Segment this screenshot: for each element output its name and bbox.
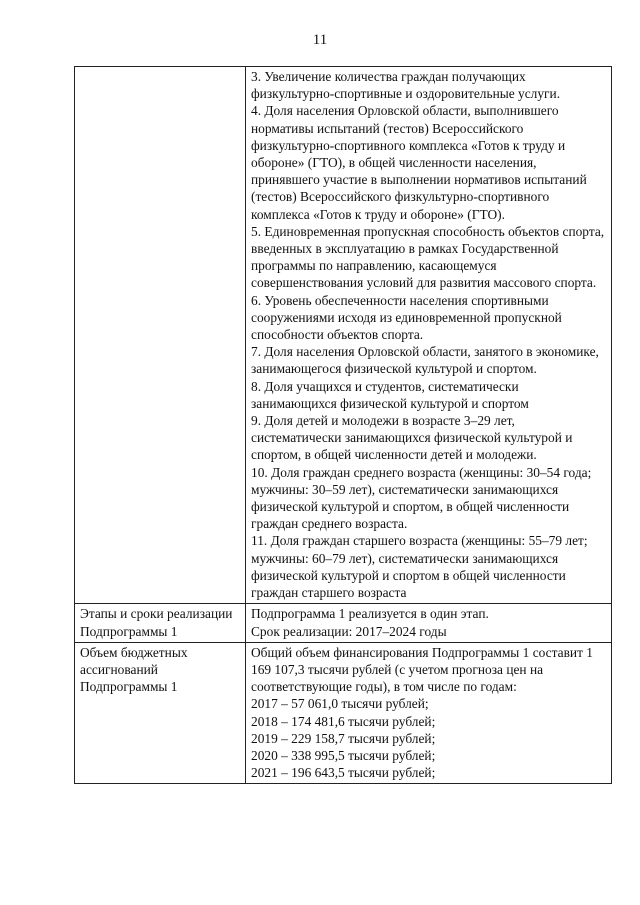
row-label: Этапы и сроки реализации Подпрограммы 1 bbox=[75, 604, 246, 642]
indicator-item: 8. Доля учащихся и студентов, систематически занимающихся физической культурой и спортом bbox=[251, 378, 529, 411]
budget-year-line: 2019 – 229 158,7 тысячи рублей; bbox=[251, 730, 436, 746]
budget-total-text: Общий объем финансирования Подпрограммы 1 составит 1 169 107,3 тысячи рублей (с учетом прогноза цен на соответствующие годы), в том числе по годам: bbox=[251, 644, 593, 695]
table-row-stages bbox=[75, 604, 612, 642]
budget-year-line: 2018 – 174 481,6 тысячи рублей; bbox=[251, 713, 436, 729]
page-number: 11 bbox=[312, 32, 328, 48]
indicator-item: 9. Доля детей и молодежи в возрасте 3–29 лет, систематически занимающихся физической культурой и спортом, в общей численности детей и молодежи. bbox=[251, 413, 573, 463]
budget-year-line: 2017 – 57 061,0 тысячи рублей; bbox=[251, 696, 429, 712]
row-label: Объем бюджетных ассигнований Подпрограммы 1 bbox=[75, 642, 246, 784]
passport-table bbox=[74, 66, 612, 784]
indicator-item: 4. Доля населения Орловской области, выполнившего нормативы испытаний (тестов) Всероссийского физкультурно-спортивного комплекса «Готов к труду и обороне» (ГТО), в общей численности населения, принявшего участие в выполнении нормативов испытаний (тестов) Всероссийского физкультурно-спортивного комплекса «Готов к труду и обороне» (ГТО). bbox=[251, 103, 587, 222]
indicator-item: 7. Доля населения Орловской области, занятого в экономике, занимающегося физической культурой и спортом. bbox=[251, 344, 599, 377]
stage-text: Подпрограмма 1 реализуется в один этап. bbox=[251, 606, 489, 622]
row-content bbox=[246, 67, 612, 604]
row-content bbox=[246, 642, 612, 784]
indicator-item: 6. Уровень обеспеченности населения спортивными сооружениями исходя из единовременной пропускной способности объектов спорта. bbox=[251, 292, 562, 343]
indicator-item: 3. Увеличение количества граждан получающих физкультурно-спортивные и оздоровительные услуги. bbox=[251, 69, 561, 102]
budget-year-line: 2021 – 196 643,5 тысячи рублей; bbox=[251, 765, 436, 781]
table-row-budget bbox=[75, 642, 612, 784]
indicator-item: 11. Доля граждан старшего возраста (женщины: 55–79 лет; мужчины: 60–79 лет), систематически занимающихся физической культурой и спортом в общей численности граждан старшего возраста bbox=[251, 533, 588, 601]
table-row-indicators bbox=[75, 67, 612, 604]
indicator-item: 5. Единовременная пропускная способность объектов спорта, введенных в эксплуатацию в рамках Государственной программы по направлению, касающемуся совершенствования условий для развития массового спорта. bbox=[251, 223, 605, 291]
indicator-item: 10. Доля граждан среднего возраста (женщины: 30–54 года; мужчины: 30–59 лет), систематически занимающихся физической культурой и спортом, в общей численности граждан среднего возраста. bbox=[251, 464, 592, 532]
row-label bbox=[75, 67, 246, 604]
row-content bbox=[246, 604, 612, 642]
budget-year-line: 2020 – 338 995,5 тысячи рублей; bbox=[251, 747, 436, 763]
term-text: Срок реализации: 2017–2024 годы bbox=[251, 623, 447, 639]
